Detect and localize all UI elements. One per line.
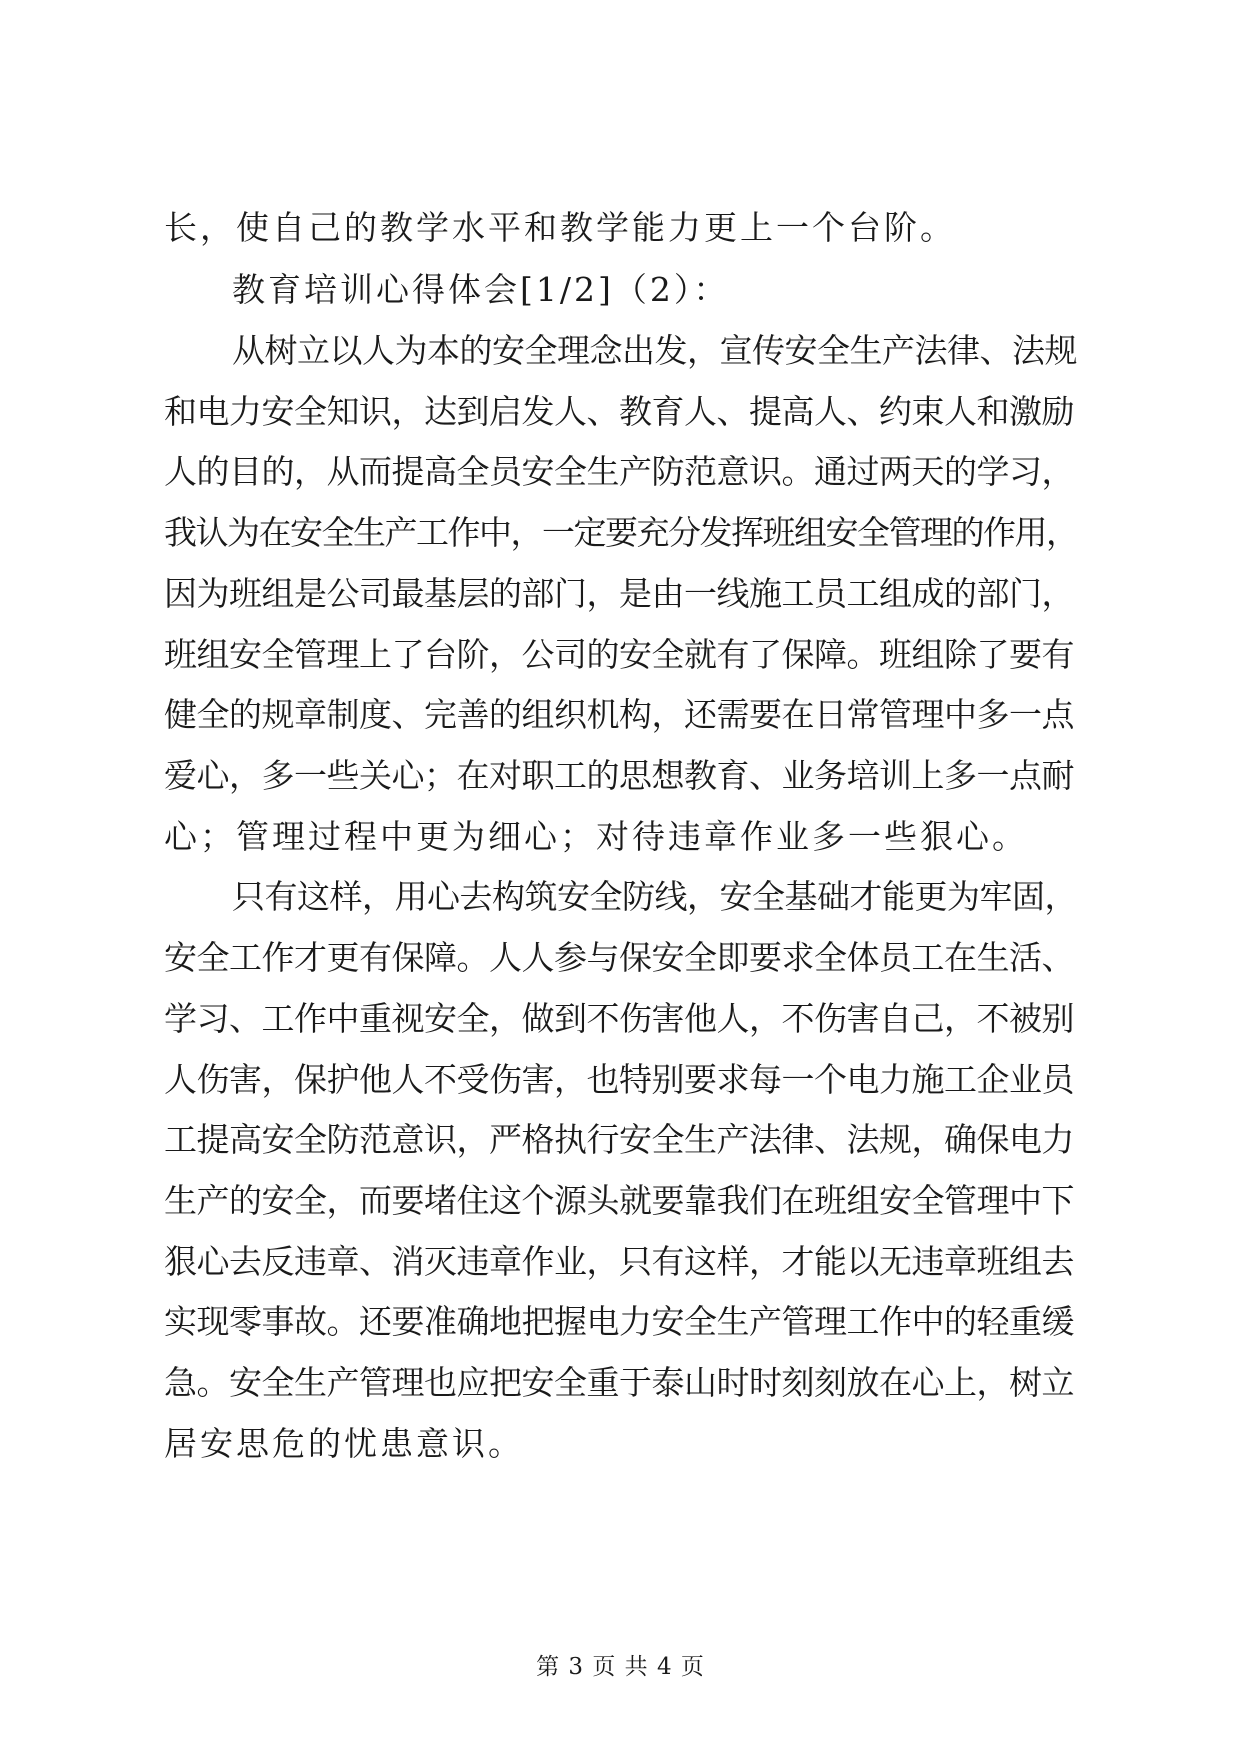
- text-line: 生产的安全，而要堵住这个源头就要靠我们在班组安全管理中下: [164, 1181, 1074, 1220]
- text-line: 心；管理过程中更为细心；对待违章作业多一些狠心。: [164, 817, 1028, 856]
- text-line: 狠心去反违章、消灭违章作业，只有这样，才能以无违章班组去: [164, 1242, 1074, 1281]
- text-line: 我认为在安全生产工作中，一定要充分发挥班组安全管理的作用，: [164, 513, 1078, 552]
- text-line: 健全的规章制度、完善的组织机构，还需要在日常管理中多一点: [164, 695, 1074, 734]
- page-number-footer: 第 3 页 共 4 页: [536, 1654, 705, 1680]
- text-line: 安全工作才更有保障。人人参与保安全即要求全体员工在生活、: [164, 938, 1074, 977]
- section-heading: 教育培训心得体会[1/2]（2）：: [232, 270, 730, 309]
- text-line: 和电力安全知识，达到启发人、教育人、提高人、约束人和激励: [164, 392, 1074, 431]
- text-line: 实现零事故。还要准确地把握电力安全生产管理工作中的轻重缓: [164, 1302, 1074, 1341]
- text-line: 班组安全管理上了台阶，公司的安全就有了保障。班组除了要有: [164, 635, 1074, 674]
- text-line: 工提高安全防范意识，严格执行安全生产法律、法规，确保电力: [164, 1120, 1074, 1159]
- text-line: 从树立以人为本的安全理念出发，宣传安全生产法律、法规: [232, 331, 1077, 370]
- text-line: 只有这样，用心去构筑安全防线，安全基础才能更为牢固，: [232, 877, 1077, 916]
- text-line: 居安思危的忧患意识。: [164, 1424, 524, 1463]
- text-line: 人的目的，从而提高全员安全生产防范意识。通过两天的学习，: [164, 452, 1074, 491]
- text-line: 因为班组是公司最基层的部门，是由一线施工员工组成的部门，: [164, 574, 1074, 613]
- text-line: 人伤害，保护他人不受伤害，也特别要求每一个电力施工企业员: [164, 1060, 1074, 1099]
- text-line: 长，使自己的教学水平和教学能力更上一个台阶。: [164, 208, 956, 247]
- text-line: 爱心，多一些关心；在对职工的思想教育、业务培训上多一点耐: [164, 756, 1074, 795]
- text-line: 急。安全生产管理也应把安全重于泰山时时刻刻放在心上，树立: [164, 1363, 1074, 1402]
- text-line: 学习、工作中重视安全，做到不伤害他人，不伤害自己，不被别: [164, 999, 1074, 1038]
